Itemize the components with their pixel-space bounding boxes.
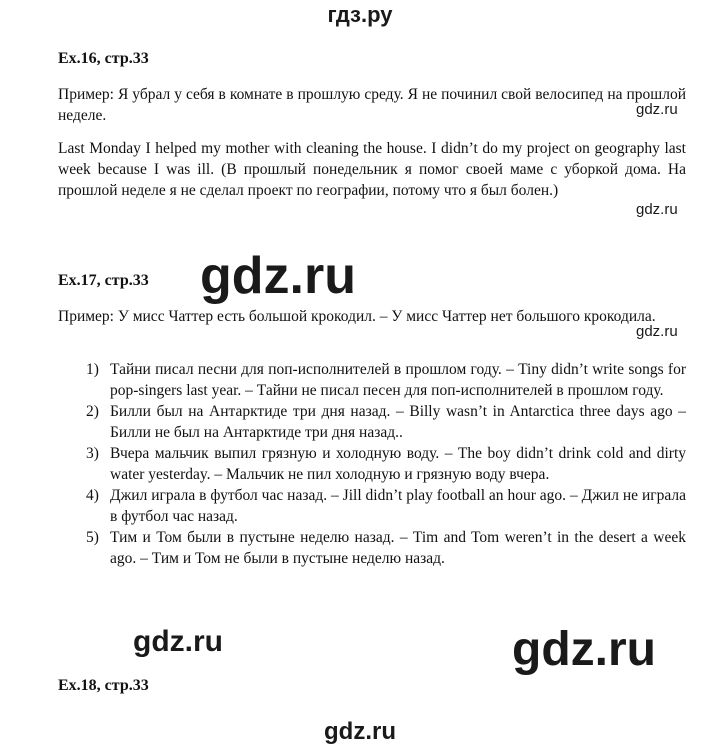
item-text: Тайни писал песни для поп-исполнителей в прошлом году. – Tiny didn’t write songs for pop-singers last year. – Тайни не писал песен для поп-исполнителей в прошлом году.: [110, 361, 686, 399]
item-text: Тим и Том были в пустыне неделю назад. – Tim and Tom weren’t in the desert a week ago. – Тим и Том не были в пустыне неделю назад.: [110, 529, 686, 567]
item-number: 5): [86, 529, 99, 546]
list-item: [86, 401, 686, 443]
item-text: Билли был на Антарктиде три дня назад. – Billy wasn’t in Antarctica three days ago – Билли не был на Антарктиде три дня назад..: [110, 403, 686, 441]
list-item: [86, 443, 686, 485]
ex17-list: [86, 359, 686, 569]
item-number: 4): [86, 487, 99, 504]
item-number: 3): [86, 445, 99, 462]
ex17-heading: Ex.17, стр.33: [58, 272, 149, 289]
watermark-small: gdz.ru: [636, 101, 678, 118]
ex16-heading: Ex.16, стр.33: [58, 50, 149, 67]
item-text: Вчера мальчик выпил грязную и холодную воду. – The boy didn’t drink cold and dirty water yesterday. – Мальчик не пил холодную и грязную воду вчера.: [110, 445, 686, 483]
watermark-large: gdz.ru: [200, 247, 356, 305]
ex16-answer: Last Monday I helped my mother with cleaning the house. I didn’t do my project on geography last week because I was ill. (В прошлый понедельник я помог своей маме с уборкой дома. На прошлой неделе я не сделал проект по географии, потому что я был болен.): [58, 140, 686, 199]
site-header: гдз.ру: [327, 2, 393, 27]
item-text: Джил играла в футбол час назад. – Jill didn’t play football an hour ago. – Джил не играла в футбол час назад.: [110, 487, 686, 525]
watermark-small: gdz.ru: [636, 323, 678, 340]
list-item: [86, 359, 686, 401]
item-number: 2): [86, 403, 99, 420]
ex18-heading: Ex.18, стр.33: [58, 677, 149, 694]
watermark-small: gdz.ru: [636, 201, 678, 218]
watermark-medium: gdz.ru: [133, 625, 223, 658]
item-number: 1): [86, 361, 99, 378]
watermark-xl: gdz.ru: [512, 623, 656, 676]
list-item: [86, 485, 686, 527]
site-footer: gdz.ru: [324, 718, 396, 745]
ex17-example: Пример: У мисс Чаттер есть большой крокодил. – У мисс Чаттер нет большого крокодила.: [58, 308, 656, 325]
list-item: [86, 527, 686, 569]
ex16-example: Пример: Я убрал у себя в комнате в прошлую среду. Я не починил свой велосипед на прошлой неделе.: [58, 86, 686, 124]
